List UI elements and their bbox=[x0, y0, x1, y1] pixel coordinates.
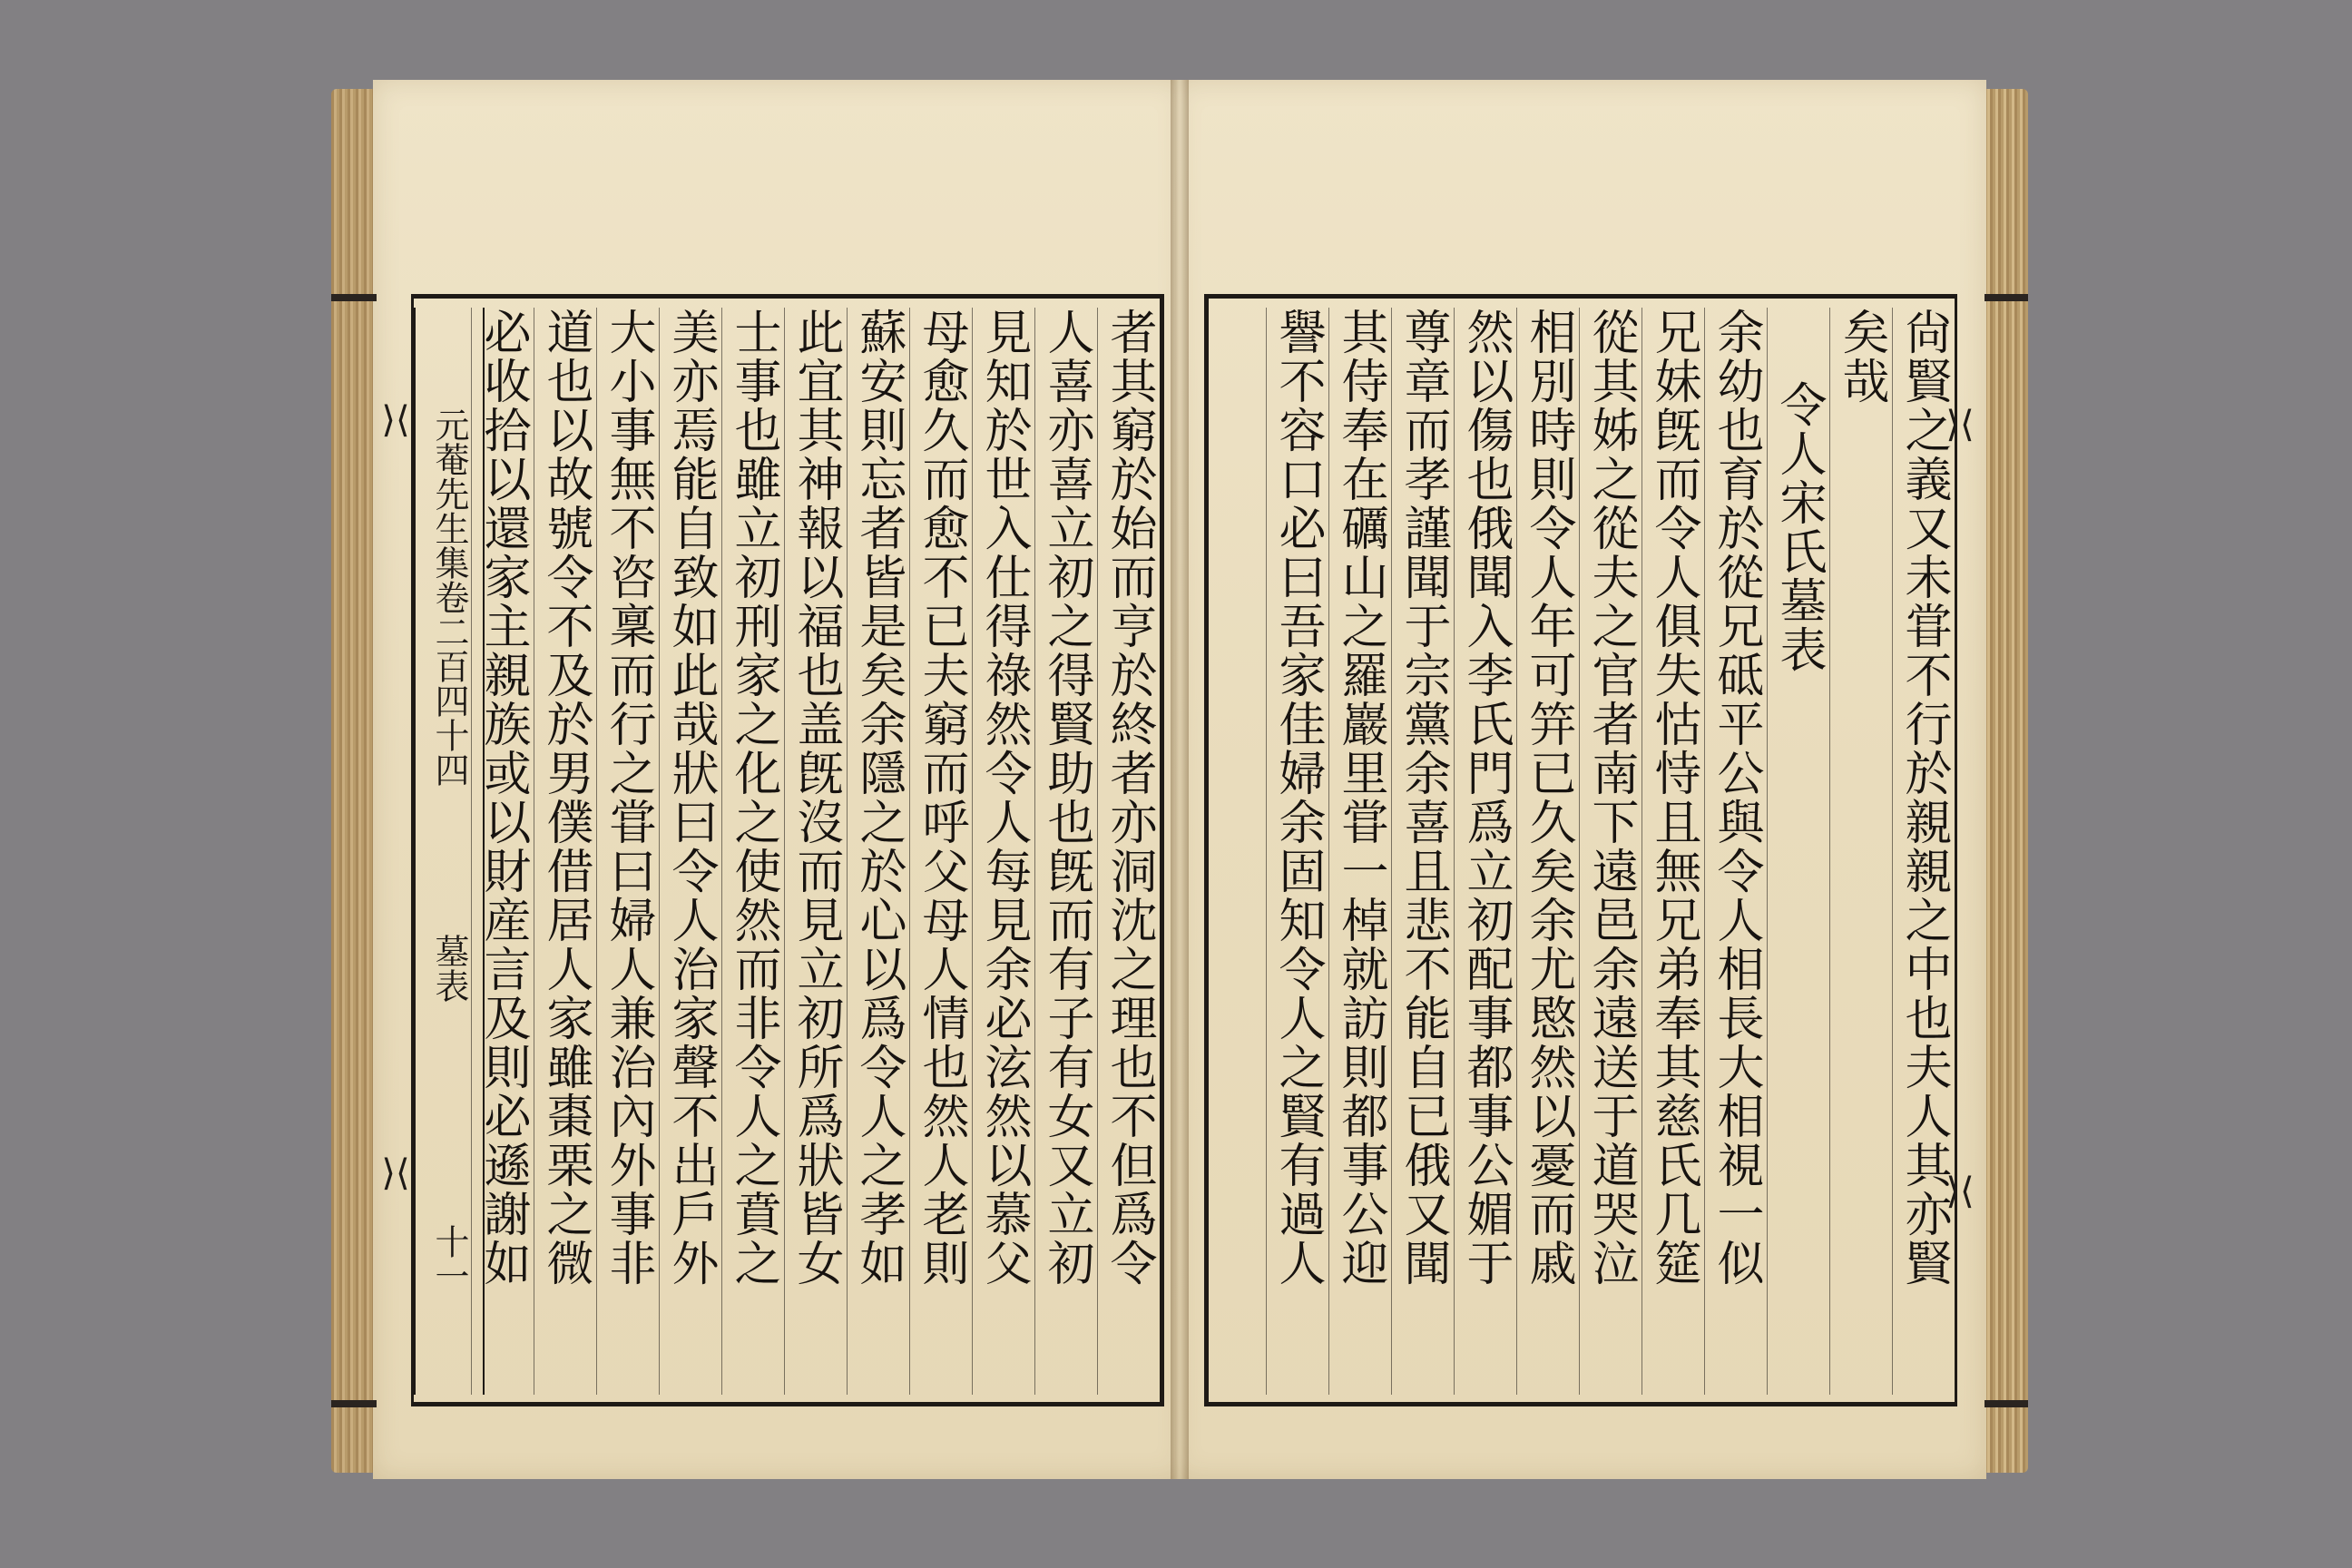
text-column: 譽不容口必曰吾家佳婦余固知令人之賢有過人 bbox=[1266, 308, 1328, 1395]
text-column: 其侍奉在礪山之羅巖里甞一棹就訪則都事公迎 bbox=[1328, 308, 1391, 1395]
fold-title: 元菴先生集卷二百四十四 bbox=[429, 407, 469, 787]
text-column: 人喜亦喜立初之得賢助也旣而有子有女又立初 bbox=[1034, 308, 1097, 1395]
left-text-columns bbox=[471, 308, 1160, 1395]
text-column: 然以傷也俄聞入李氏門爲立初配事都事公媚于 bbox=[1454, 308, 1516, 1395]
fold-page-number: 十一 bbox=[429, 1224, 469, 1293]
text-column: 相別時則令人年可笄已久矣余尤愍然以憂而戚 bbox=[1516, 308, 1579, 1395]
binding-thread bbox=[331, 1400, 377, 1407]
fold-section: 墓表 bbox=[429, 934, 469, 1003]
text-column: 大小事無不咨稟而行之甞曰婦人兼治內外事非 bbox=[596, 308, 659, 1395]
binding-thread bbox=[331, 294, 377, 301]
fish-tail-mark-icon: ⟩⟨ bbox=[381, 399, 410, 441]
text-column: 此宜其神報以福也盖旣沒而見立初所爲狀皆女 bbox=[784, 308, 847, 1395]
binding-thread bbox=[1984, 1400, 2028, 1407]
fish-tail-mark-icon: ⟩⟨ bbox=[1945, 1171, 1975, 1212]
book-gutter bbox=[1171, 80, 1189, 1479]
text-column: 母愈久而愈不已夫窮而呼父母人情也然人老則 bbox=[909, 308, 972, 1395]
text-column: 見知於世入仕得祿然令人每見余必泫然以慕父 bbox=[972, 308, 1034, 1395]
text-column: 從其姊之從夫之官者南下遠邑余遠送于道哭泣 bbox=[1579, 308, 1642, 1395]
right-text-columns bbox=[1266, 308, 1955, 1395]
text-column: 者其窮於始而亨於終者亦洞沈之理也不但爲令 bbox=[1097, 308, 1160, 1395]
open-book bbox=[331, 80, 2028, 1479]
right-page-frame bbox=[1204, 294, 1957, 1406]
binding-thread bbox=[1984, 294, 2028, 301]
text-column: 蘇安則忘者皆是矣余隱之於心以爲令人之孝如 bbox=[847, 308, 909, 1395]
text-column: 尊章而孝謹聞于宗黨余喜且悲不能自已俄又聞 bbox=[1391, 308, 1454, 1395]
text-column: 士事也雖立初刑家之化之使然而非令人之賁之 bbox=[721, 308, 784, 1395]
page-center-fold bbox=[414, 308, 485, 1395]
right-page bbox=[1175, 80, 1986, 1479]
text-column: 必收拾以還家主親族或以財産言及則必遜謝如 bbox=[471, 308, 534, 1395]
text-column: 尙賢之義又未甞不行於親親之中也夫人其亦賢 bbox=[1892, 308, 1955, 1395]
text-column: 道也以故號令不及於男僕借居人家雖棗栗之微 bbox=[534, 308, 596, 1395]
left-page-frame bbox=[411, 294, 1164, 1406]
fish-tail-mark-icon: ⟩⟨ bbox=[1945, 404, 1975, 446]
text-column: 余幼也育於從兄砥平公與令人相長大相視一似 bbox=[1704, 308, 1767, 1395]
text-column: 兄妹旣而令人俱失怙恃且無兄弟奉其慈氏几筵 bbox=[1642, 308, 1704, 1395]
text-column: 美亦焉能自致如此哉狀曰令人治家聲不出戶外 bbox=[659, 308, 721, 1395]
text-column: 矣哉 bbox=[1829, 308, 1892, 1395]
fish-tail-mark-icon: ⟩⟨ bbox=[381, 1152, 410, 1194]
text-column: 令人宋氏墓表 bbox=[1767, 308, 1829, 1395]
left-page bbox=[373, 80, 1184, 1479]
